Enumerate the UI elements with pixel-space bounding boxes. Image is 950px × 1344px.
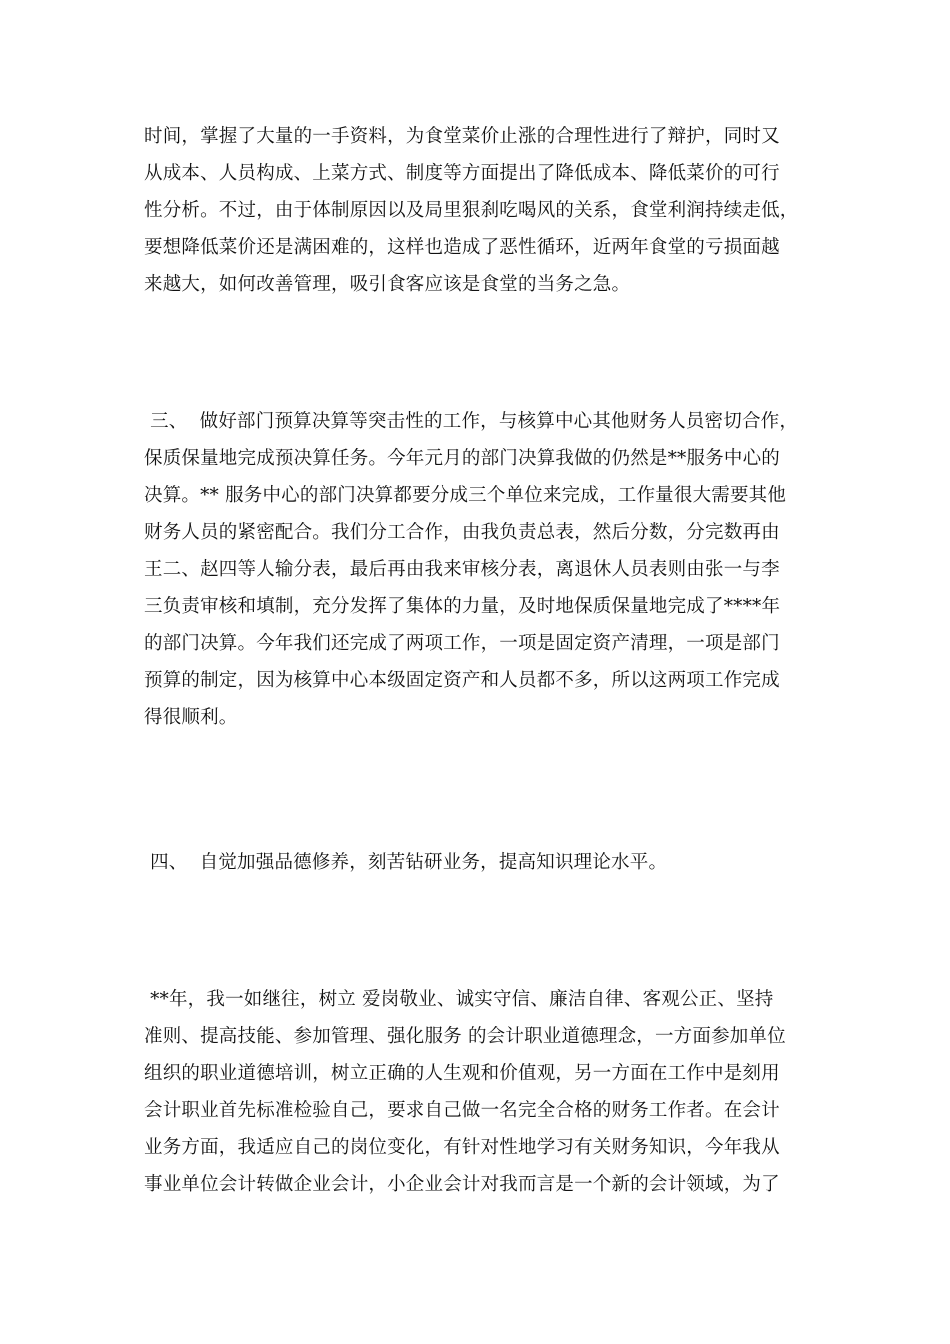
text-line: 准则、提高技能、参加管理、强化服务 的会计职业道德理念，一方面参加单位 — [144, 1026, 786, 1047]
paragraph-section-four-heading — [144, 844, 814, 881]
text-line: 的部门决算。今年我们还完成了两项工作，一项是固定资产清理，一项是部门 — [144, 633, 780, 654]
section-heading-line: 四、 自觉加强品德修养，刻苦钻研业务，提高知识理论水平。 — [144, 852, 668, 873]
text-line: 业务方面，我适应自己的岗位变化，有针对性地学习有关财务知识，今年我从 — [144, 1137, 780, 1158]
text-line: 来越大，如何改善管理，吸引食客应该是食堂的当务之急。 — [144, 274, 631, 295]
text-line: 得很顺利。 — [144, 707, 238, 728]
text-line: **年，我一如继往，树立 爱岗敬业、诚实守信、廉洁自律、客观公正、坚持 — [144, 989, 774, 1010]
paragraph-ethics-study — [144, 981, 814, 1203]
text-line: 保质保量地完成预决算任务。今年元月的部门决算我做的仍然是**服务中心的 — [144, 448, 781, 469]
text-line: 三负责审核和填制，充分发挥了集体的力量，及时地保质保量地完成了****年 — [144, 596, 781, 617]
paragraph-canteen-analysis — [144, 118, 814, 303]
text-line: 决算。** 服务中心的部门决算都要分成三个单位来完成，工作量很大需要其他 — [144, 485, 787, 506]
paragraph-section-three — [144, 403, 814, 736]
text-line: 要想降低菜价还是满困难的，这样也造成了恶性循环，近两年食堂的亏损面越 — [144, 237, 780, 258]
text-line: 财务人员的紧密配合。我们分工合作，由我负责总表，然后分数，分完数再由 — [144, 522, 780, 543]
text-line: 组织的职业道德培训，树立正确的人生观和价值观，另一方面在工作中是刻用 — [144, 1063, 780, 1084]
text-line: 性分析。不过，由于体制原因以及局里狠刹吃喝风的关系，食堂利润持续走低， — [144, 200, 799, 221]
text-line: 王二、赵四等人输分表，最后再由我来审核分表，离退休人员表则由张一与李 — [144, 559, 780, 580]
text-line: 从成本、人员构成、上菜方式、制度等方面提出了降低成本、降低菜价的可行 — [144, 163, 780, 184]
section-heading-line: 三、 做好部门预算决算等突击性的工作，与核算中心其他财务人员密切合作， — [144, 411, 799, 432]
text-line: 事业单位会计转做企业会计，小企业会计对我而言是一个新的会计领域，为了 — [144, 1174, 780, 1195]
text-line: 时间，掌握了大量的一手资料，为食堂菜价止涨的合理性进行了辩护，同时又 — [144, 126, 780, 147]
text-line: 会计职业首先标准检验自己，要求自己做一名完全合格的财务工作者。在会计 — [144, 1100, 780, 1121]
text-line: 预算的制定，因为核算中心本级固定资产和人员都不多，所以这两项工作完成 — [144, 670, 780, 691]
